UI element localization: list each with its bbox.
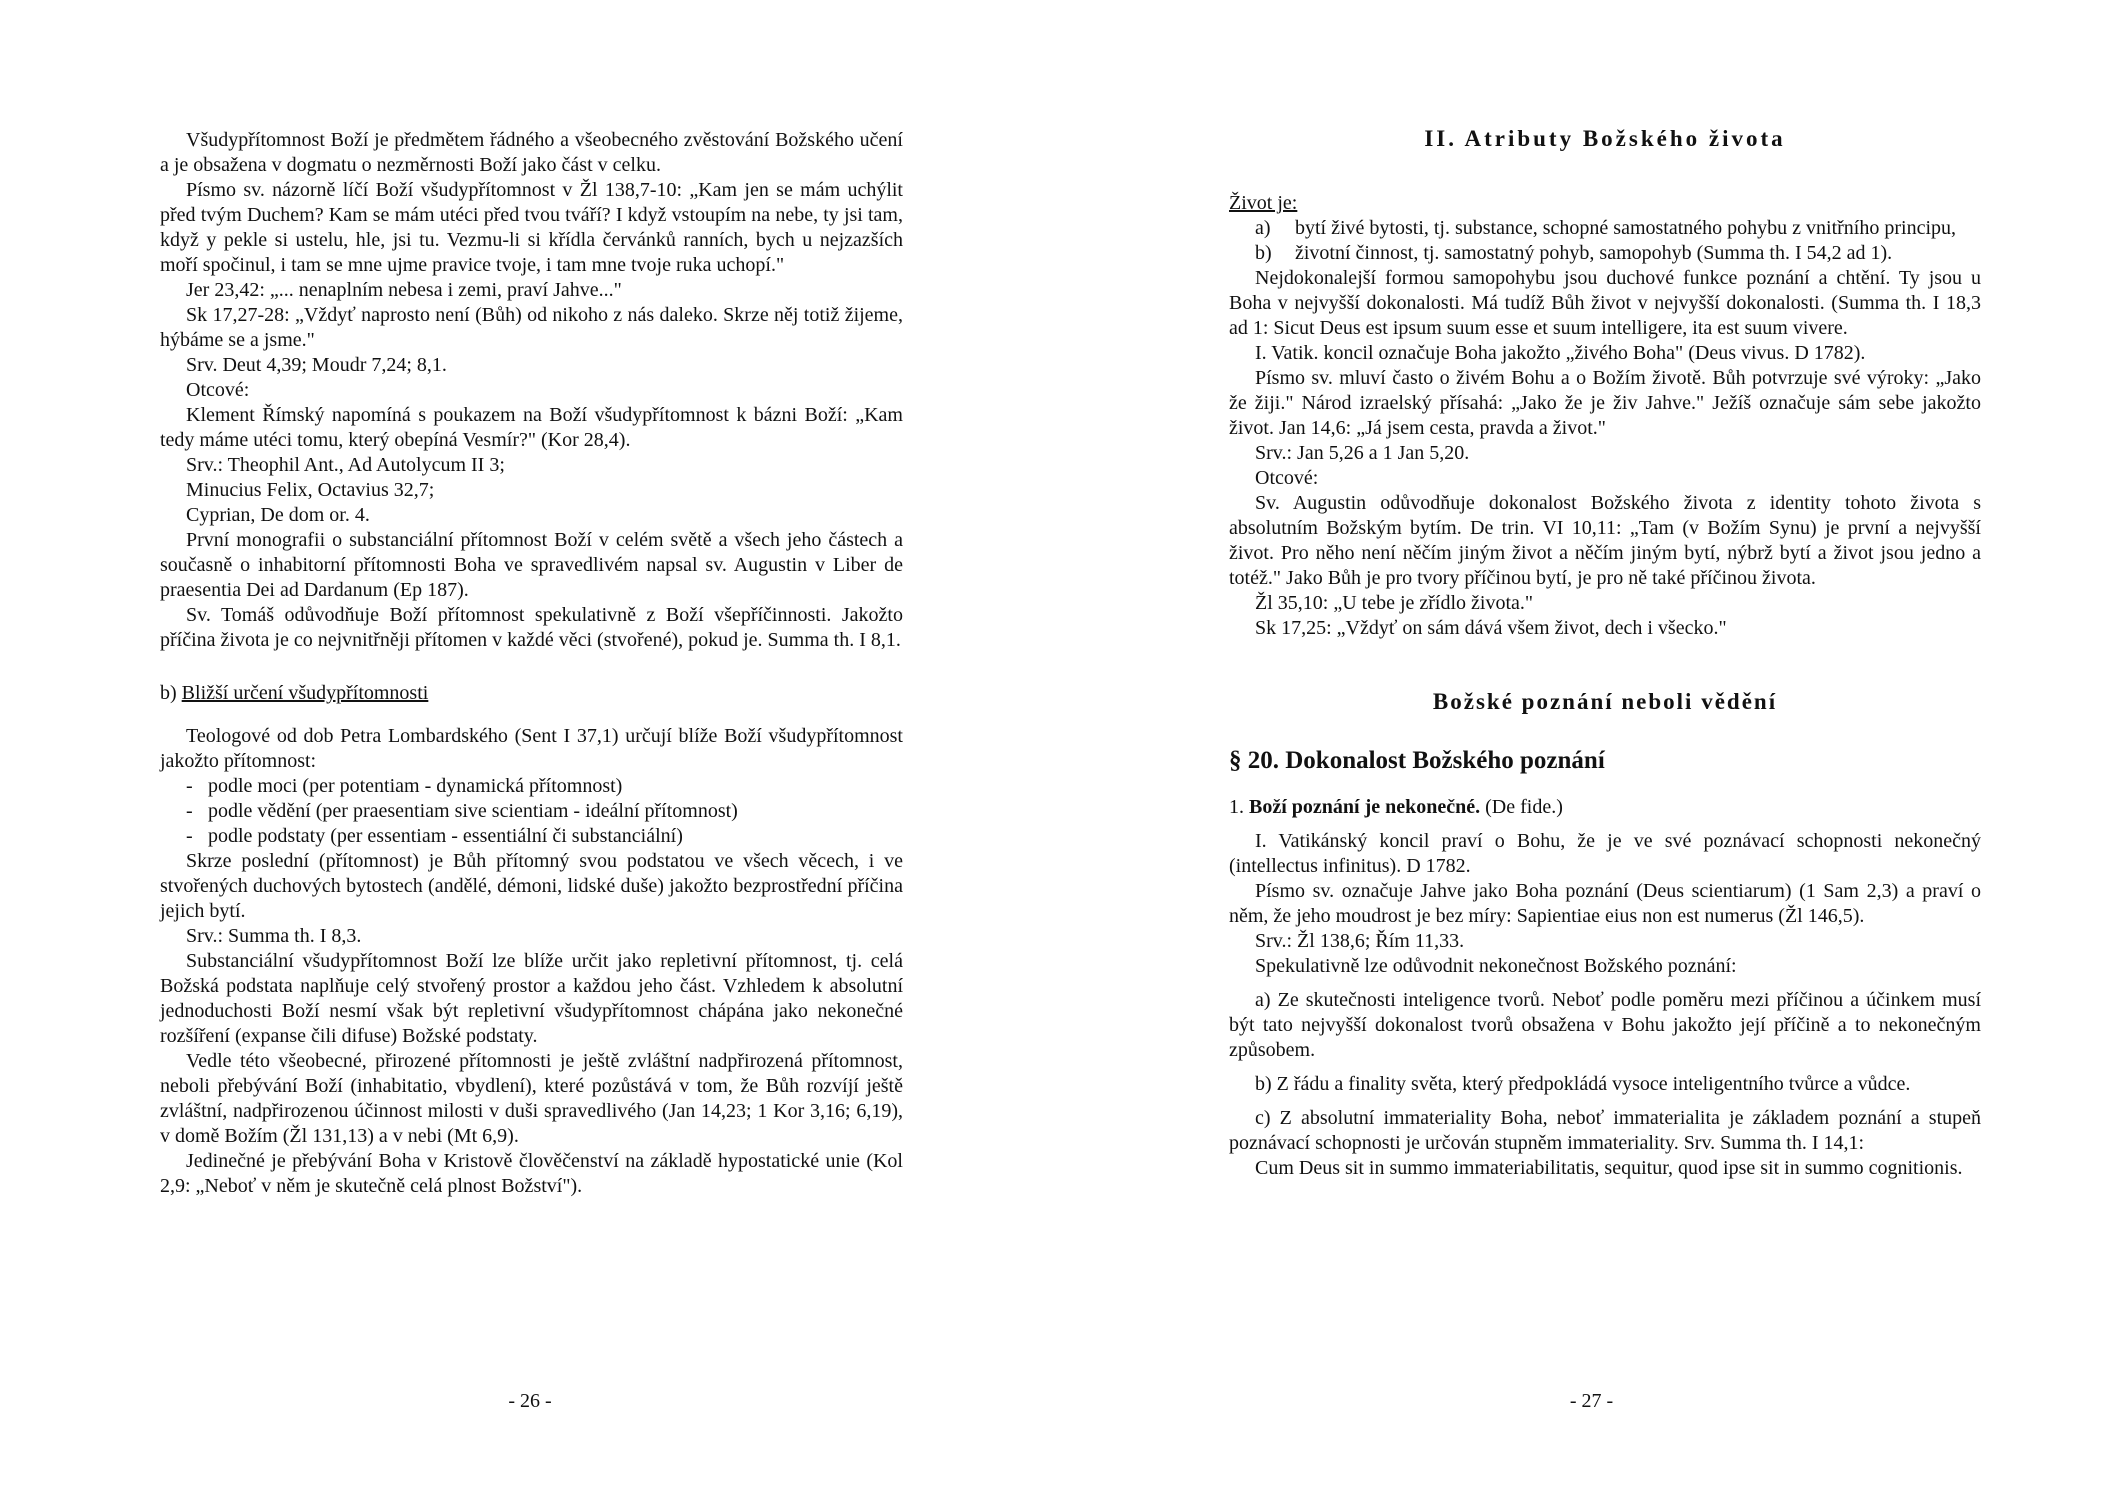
paragraph: Nejdokonalejší formou samopohybu jsou duchové funkce poznání a chtění. Ty jsou u Boha v nejvyšší dokonalosti. Má tudíž Bůh život v nejvyšší dokonalosti. (Summa th. I 18,3 ad 1: Sicut Deus est ipsum suum esse et suum intelligere, ita est suum vivere.: [1229, 267, 1981, 339]
life-definition-list: [1229, 216, 1981, 266]
life-label: Život je:: [1229, 192, 1298, 214]
paragraph: Vedle této všeobecné, přirozené přítomnosti je ještě zvláštní nadpřirozená přítomnost, neboli přebývání Boží (inhabitatio, vbydlení), které pozůstává v tom, že Bůh rozvíjí ještě zvláštní, nadpřirozenou účinnost milosti v duši spravedlivého (Jan 14,23; 1 Kor 3,16; 6,19), v domě Božím (Žl 131,13) a v nebi (Mt 6,9).: [160, 1050, 903, 1147]
paragraph: Sv. Tomáš odůvodňuje Boží přítomnost spekulativně z Boží všepříčinnosti. Jakožto příčina života je co nejvnitřněji přítomen v každé věci (stvořené), pokud je. Summa th. I 8,1.: [160, 604, 903, 651]
paragraph: Srv. Deut 4,39; Moudr 7,24; 8,1.: [186, 354, 447, 376]
paragraph: Teologové od dob Petra Lombardského (Sent I 37,1) určují blíže Boží všudypřítomnost jakožto přítomnost:: [160, 725, 903, 772]
paragraph: Srv.: Žl 138,6; Řím 11,33.: [1255, 930, 1465, 952]
list-item: - podle podstaty (per essentiam - essentiální či substanciální): [186, 825, 683, 847]
paragraph: Jedinečné je přebývání Boha v Kristově člověčenství na základě hypostatické unie (Kol 2,9: „Neboť v něm je skutečně celá plnost Božství").: [160, 1150, 903, 1197]
paragraph: Cum Deus sit in summo immateriabilitatis, sequitur, quod ipse sit in summo cognitionis.: [1255, 1157, 1963, 1179]
paragraph: Všudypřítomnost Boží je předmětem řádného a všeobecného zvěstování Božského učení a je obsažena v dogmatu o nezměrnosti Boží jako část v celku.: [160, 129, 903, 176]
subsection-heading: [160, 681, 903, 706]
reason-paragraph: c) Z absolutní immateriality Boha, neboť immaterialita je základem poznání a stupeň poznávací schopnosti je určován stupněm immateriality. Srv. Summa th. I 14,1:: [1229, 1107, 1981, 1154]
list-item: b) životní činnost, tj. samostatný pohyb, samopohyb (Summa th. I 54,2 ad 1).: [1255, 242, 1893, 264]
paragraph: Otcové:: [186, 379, 250, 401]
list-item: a) bytí živé bytosti, tj. substance, schopné samostatného pohybu z vnitřního principu,: [1255, 217, 1957, 239]
list-item: - podle vědění (per praesentiam sive scientiam - ideální přítomnost): [186, 800, 738, 822]
paragraph: Sv. Augustin odůvodňuje dokonalost Božského života z identity tohoto života s absolutním Božským bytím. De trin. VI 10,11: „Tam (v Božím Synu) je první a nejvyšší život. Pro něho není něčím jiným život a něčím jiným bytí, nýbrž bytí a život jsou jedno a totéž." Jako Bůh je pro tvory příčinou bytí, je pro ně také příčinou života.: [1229, 492, 1981, 589]
paragraph: Žl 35,10: „U tebe je zřídlo života.": [1255, 592, 1534, 614]
paragraph: Písmo sv. označuje Jahve jako Boha poznání (Deus scientiarum) (1 Sam 2,3) a praví o něm, že jeho moudrost je bez míry: Sapientiae eius non est numerus (Žl 146,5).: [1229, 880, 1981, 927]
paragraph: Písmo sv. názorně líčí Boží všudypřítomnost v Žl 138,7-10: „Kam jen se mám uchýlit před tvým Duchem? Kam se mám utéci před tvou tváří? I když vstoupím na nebe, ty jsi tam, když y pekle si ustelu, hle, jsi tu. Vezmu-li si křídla červánků ranních, bych u nejzazších moří spočinul, i tam se mne ujme pravice tvoje, i tam mne tvoje ruka uchopí.": [160, 179, 903, 276]
chapter-heading: II. Atributy Božského života: [1424, 126, 1786, 151]
left-page: [0, 0, 1060, 1501]
paragraph: Jer 23,42: „... nenaplním nebesa i zemi, praví Jahve...": [186, 279, 622, 301]
paragraph: Skrze poslední (přítomnost) je Bůh přítomný svou podstatou ve všech věcech, i ve stvořených duchových bytostech (andělé, démoni, lidské duše) jakožto bezprostřední příčina jejich bytí.: [160, 850, 903, 922]
paragraph: Spekulativně lze odůvodnit nekonečnost Božského poznání:: [1255, 955, 1737, 977]
right-page: [1061, 0, 2122, 1501]
paragraph: Sk 17,27-28: „Vždyť naprosto není (Bůh) od nikoho z nás daleko. Skrze něj totiž žijeme, hýbáme se a jsme.": [160, 304, 903, 351]
reason-paragraph: a) Ze skutečnosti inteligence tvorů. Neboť podle poměru mezi příčinou a účinkem musí být tato nejvyšší dokonalost tvorů obsažena v Bohu jakožto její příčině a to nekonečným způsobem.: [1229, 989, 1981, 1061]
subsection-title: Bližší určení všudypřítomnosti: [181, 682, 429, 704]
paragraph: Minucius Felix, Octavius 32,7;: [186, 479, 435, 501]
paragraph: Srv.: Summa th. I 8,3.: [186, 925, 362, 947]
list-item: - podle moci (per potentiam - dynamická přítomnost): [186, 775, 623, 797]
paragraph: Klement Římský napomíná s poukazem na Boží všudypřítomnost k bázni Boží: „Kam tedy máme utéci tomu, který obepíná Vesmír?" (Kor 28,4).: [160, 404, 903, 451]
section-title: § 20. Dokonalost Božského poznání: [1229, 747, 1605, 774]
paragraph: Srv.: Jan 5,26 a 1 Jan 5,20.: [1255, 442, 1470, 464]
paragraph: Substanciální všudypřítomnost Boží lze blíže určit jako repletivní přítomnost, tj. celá Božská podstata naplňuje celý stvořený prostor a každou jeho část. Vzhledem k absolutní jednoduchosti Boží nesmí však být repletivní všudypřítomnost chápána jako nekonečné rozšíření (expanse čili difuse) Božské podstaty.: [160, 950, 903, 1047]
page-number: - 27 -: [1569, 1390, 1614, 1412]
paragraph: Písmo sv. mluví často o živém Bohu a o Božím životě. Bůh potvrzuje své výroky: „Jako že žiji." Národ izraelský přísahá: „Jako že je živ Jahve." Ježíš označuje sám sebe jakožto život. Jan 14,6: „Já jsem cesta, pravda a život.": [1229, 367, 1981, 439]
subsection-label: b): [160, 682, 177, 704]
right-page-text: [1229, 124, 1981, 1181]
paragraph: I. Vatik. koncil označuje Boha jakožto „živého Boha" (Deus vivus. D 1782).: [1255, 342, 1866, 364]
left-page-text: [160, 128, 903, 1199]
paragraph: Sk 17,25: „Vždyť on sám dává všem život, dech i všecko.": [1255, 617, 1727, 639]
paragraph: První monografii o substanciální přítomnost Boží v celém světě a všech jeho částech a současně o inhabitorní přítomnosti Boha ve spravedlivém napsal sv. Augustin v Liber de praesentia Dei ad Dardanum (Ep 187).: [160, 529, 903, 601]
paragraph: Srv.: Theophil Ant., Ad Autolycum II 3;: [186, 454, 505, 476]
paragraph: I. Vatikánský koncil praví o Bohu, že je ve své poznávací schopnosti nekonečný (intellectus infinitus). D 1782.: [1229, 830, 1981, 877]
presence-list: [160, 774, 903, 849]
subchapter-heading: Božské poznání neboli vědění: [1432, 689, 1778, 714]
paragraph: Cyprian, De dom or. 4.: [186, 504, 370, 526]
paragraph: Otcové:: [1255, 467, 1319, 489]
reason-paragraph: b) Z řádu a finality světa, který předpokládá vysoce inteligentního tvůrce a vůdce.: [1255, 1073, 1911, 1095]
thesis: 1. Boží poznání je nekonečné. (De fide.): [1229, 796, 1563, 818]
page-number: - 26 -: [508, 1390, 552, 1412]
